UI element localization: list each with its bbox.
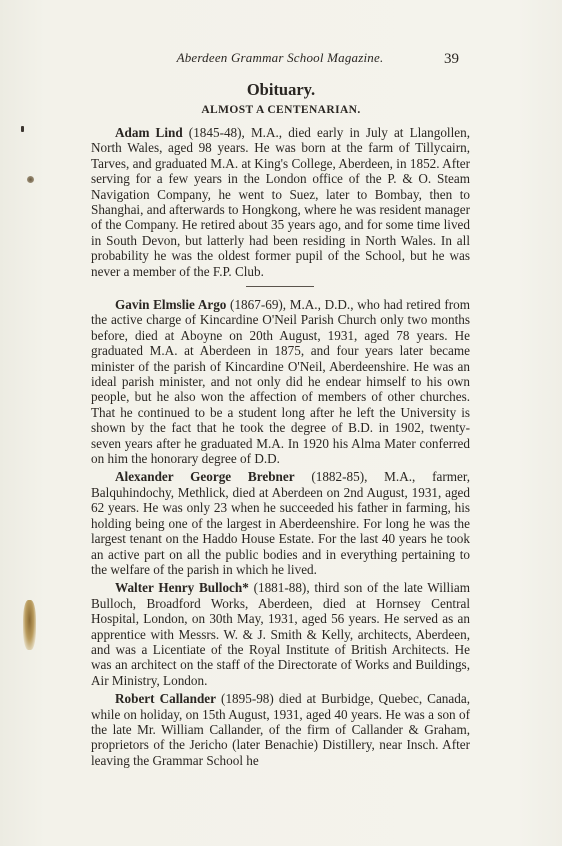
margin-stain [23,600,36,650]
section-subheading: ALMOST A CENTENARIAN. [201,104,361,116]
obituary-entry [91,469,470,577]
entry-name: Adam Lind [115,125,183,140]
entry-text: (1881-88), third son of the late William Bulloch, Broadford Works, Aberdeen, died at Hornsey Central Hospital, London, on 30th May, 1931, aged 56 years. He served as an apprentice with Messrs. W. & J. Smith & Kelly, architects, Aberdeen, and was a Licentiate of the Royal Institute of British Architects. He was an architect on the staff of the Directorate of Works and Buildings, Air Ministry, London. [91,580,470,688]
obituary-entry [91,691,470,768]
running-head [0,50,562,70]
section-heading: Obituary. [246,80,316,99]
entry-name: Robert Callander [115,691,217,707]
entry-name: Walter Henry Bulloch* [115,580,249,596]
entry-text: (1895-98) died at Burbidge, Quebec, Canada, while on holiday, on 15th August, 1931, aged 40 years. He was a son of the late Mr. William Callander, of the firm of Callander & Graham, proprietors of the Jericho (later Benachie) Distillery, near Insch. After leaving the Grammar School he [91,691,470,768]
page-number: 39 [444,51,459,67]
margin-ink-mark [21,126,24,132]
entry-name: Gavin Elmslie Argo [115,297,227,312]
obituary-entry [91,125,470,279]
obituary-entry [91,580,470,688]
margin-stain [27,176,34,183]
entry-name: Alexander George Brebner [115,469,295,485]
obituary-block-first [91,125,470,279]
obituary-entry [91,297,470,466]
section-divider [246,286,314,287]
entry-text: (1867-69), M.A., D.D., who had retired from the active charge of Kincardine O'Neil Parish Church only two months before, died at Aboyne on 20th August, 1931, aged 78 years. He graduated M.A. at Aberdeen in 1875, and four years later became minister of the parish of Kincardine O'Neil, Aberdeenshire. He was an ideal parish minister, and not only did he endear himself to his own people, but he also won the affection of members of other churches. That he continued to be a student long after he left the University is shown by the fact that he took the degree of B.D. in 1902, twenty-seven years after he graduated M.A. In 1920 his Alma Mater conferred on him the honorary degree of D.D. [91,297,470,467]
obituary-block-second [91,297,470,768]
entry-text: (1845-48), M.A., died early in July at Llangollen, North Wales, aged 98 years. He was born at the farm of Tillycairn, Tarves, and graduated M.A. at King's College, Aberdeen, in 1852. After serving for a few years in the London office of the P. & O. Steam Navigation Company, he went to Suez, later to Bombay, then to Shanghai, and afterwards to Hongkong, where he was resident manager of the Company. He retired about 35 years ago, and for some time lived in South Devon, but latterly had been residing in North Wales. In all probability he was the oldest former pupil of the School, but he was never a member of the F.P. Club. [91,125,470,279]
running-title: Aberdeen Grammar School Magazine. [176,50,384,65]
entry-text: (1882-85), M.A., farmer, Balquhindochy, Methlick, died at Aberdeen on 2nd August, 1931, aged 62 years. He was only 23 when he succeeded his father in farming, his holding being one of the largest in Aberdeenshire. For long he was the largest tenant on the Haddo House Estate. For the last 40 years he took an active part on all the public bodies and in everything pertaining to the welfare of the parish in which he lived. [91,469,470,577]
